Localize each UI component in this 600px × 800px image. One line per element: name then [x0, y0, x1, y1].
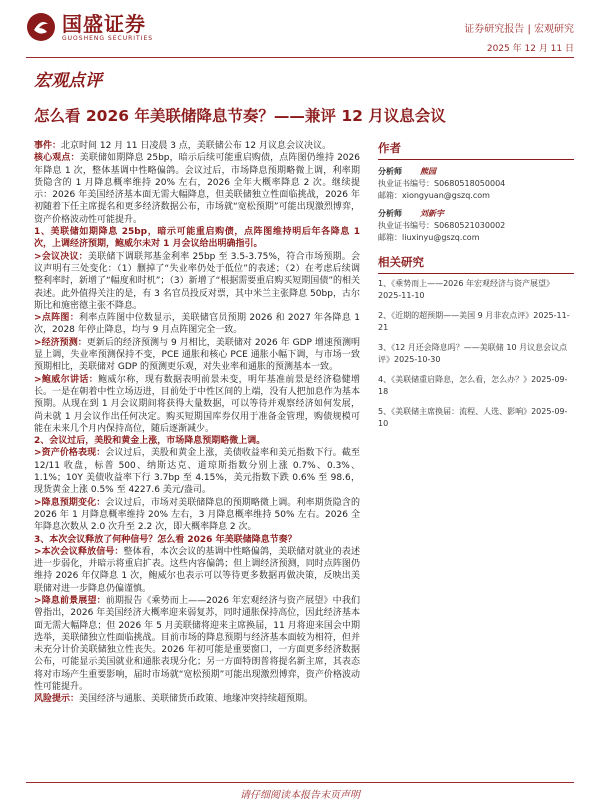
meeting-signal-paragraph: >本次会议释放信号：整体看，本次会议的基调中性略偏鸽，美联储对就业的表述进一步弱化，并暗示将重启扩表。这些内容偏鸽；但上调经济预测，同时点阵图仍维持 2026 年仅降息 1 次，鲍威尔也表示可以等待更多数据再做决策，反映出美联储对进一步降息仍偏谨慎。: [34, 546, 360, 594]
related-research-item[interactable]: 2、《近期的超预期——美国 9 月非农点评》2025-11-21: [378, 311, 570, 332]
report-tags: 证券研究报告 | 宏观研究: [464, 24, 574, 35]
report-category: 宏观点评: [34, 71, 102, 91]
report-date: 2025 年 12 月 11 日: [486, 44, 574, 54]
report-footer: [0, 774, 600, 800]
brand-logo: [26, 12, 153, 42]
logo-cn: 国盛证券: [62, 11, 146, 36]
logo-en: GUOSHENG SECURITIES: [62, 34, 154, 42]
related-research-item[interactable]: 1、《乘势而上——2026 年宏观经济与资产展望》2025-11-10: [378, 279, 554, 300]
authors-heading: 作者: [378, 140, 574, 160]
meeting-decision-paragraph: >会议决议：美联储下调联邦基金利率 25bp 至 3.5-3.75%，符合市场预期。会议声明有三处变化：（1）删掉了“失业率仍处于低位”的表述；（2）在考虑后续调整利率时，新增了“幅度和时机”；（3）新增了“根据需要重启购买短期国债”的相关表述。此外值得关注的是，有 3 名官员投反对票，其中米兰主张降息 50bp，古尔斯比和施密德主张不降息。: [34, 251, 360, 311]
economic-forecast-paragraph: >经济预测：更新后的经济预测与 9 月相比，美联储对 2026 年 GDP 增速预测明显上调，失业率预测保持不变，PCE 通胀和核心 PCE 通胀小幅下调，与市场一致预期相比，美联储对 GDP 的预测更乐观，对失业率和通胀的预测基本一致。: [34, 337, 360, 373]
related-research-heading: 相关研究: [378, 254, 574, 274]
core-view-paragraph: 核心观点：美联储如期降息 25bp，暗示后续可能重启购债，点阵图仍维持 2026 年降息 1 次，整体基调中性略偏鸽。会议过后，市场降息预期略微上调，利率期货隐含的 1 月降息概率维持 20% 左右，2026 全年大概率降息 2 次。继续提示：2026 年美国经济基本面无需大幅降息，但美联储独立性面临挑战，2026 年初随着下任主席提名和更多经济数据公布，市场就“宽松预期”可能出现激烈博弈，资产价格波动性可能提升。: [34, 153, 360, 225]
dot-plot-paragraph: >点阵图：利率点阵图中位数显示，美联储官员预期 2026 和 2027 年各降息 1 次，2028 年停止降息，均与 9 月点阵图完全一致。: [34, 313, 360, 336]
related-research-list: [378, 278, 574, 430]
section-1-heading: 1、美联储如期降息 25bp，暗示可能重启购债，点阵图维持明后年各降息 1 次，上调经济预期，鲍威尔未对 1 月会议给出明确指引。: [34, 227, 360, 250]
asset-price-paragraph: >资产价格表现：会议过后，美股和黄金上涨，美债收益率和美元指数下行。截至 12/11 收盘，标普 500、纳斯达克、道琼斯指数分别上涨 0.7%、0.3%、1.1%；10Y 美债收益率下行 3.7bp 至 4.15%，美元指数下跌 0.6% 至 98.6，现货黄金上涨 0.5% 至 4227.6 美元/盎司。: [34, 448, 360, 496]
analyst-email[interactable]: 邮箱：liuxinyu@gszq.com: [378, 233, 480, 242]
event-paragraph: 事件：北京时间 12 月 11 日凌晨 3 点，美联储公布 12 月议息会议决议。: [34, 141, 331, 151]
footer-disclaimer: 请仔细阅读本报告末页声明: [240, 790, 360, 800]
analyst-email[interactable]: 邮箱：xiongyuan@gszq.com: [378, 191, 490, 200]
report-header: [0, 0, 600, 58]
rate-outlook-paragraph: >降息前景展望：前期报告《乘势而上——2026 年宏观经济与资产展望》中我们曾指出，2026 年美国经济大概率迎来弱复苏，同时通胀保持高位，因此经济基本面无需大幅降息；但 2026 年 5 月美联储将迎来主席换届，11 月将迎来国会中期选举，美联储独立性面临挑战。目前市场的降息预期与经济基本面较为相符，但并未充分计价美联储独立性丧失。2026 年初可能是重要窗口，一方面更多经济数据公布，可能显示美国就业和通胀表现分化；另一方面特朗普将提名新主席，其表态将对市场产生重要影响，届时市场就“宽松预期”可能出现激烈博弈，资产价格波动性可能提升。: [34, 595, 360, 693]
report-title: 怎么看 2026 年美联储降息节奏？——兼评 12 月议息会议: [34, 107, 446, 125]
section-3-heading: 3、本次会议释放了何种信号？怎么看 2026 年美联储降息节奏？: [34, 534, 297, 545]
logo-mark-icon: [26, 12, 56, 42]
related-research-item[interactable]: 5、《美联储主席换届：流程、人选、影响》2025-09-10: [378, 407, 568, 428]
footer-divider: [26, 782, 574, 783]
risk-paragraph: 风险提示：美国经济与通胀、美联储货币政策、地缘冲突持续超预期。: [34, 694, 314, 705]
section-2-heading: 2、会议过后，美股和黄金上涨，市场降息预期略微上调。: [34, 436, 266, 447]
sidebar: [378, 140, 574, 438]
analyst-card: 分析师 熊园 执业证书编号：S0680518050004 邮箱：xiongyuan@gszq.com: [378, 166, 574, 202]
powell-speech-paragraph: >鲍威尔讲话：鲍威尔称，现有数据表明前景未变，明年基准前景是经济稳健增长。一是在朝着中性立场迈进，目前处于中性区间的上端，没有人把加息作为基本预期。从现在到 1 月会议期间将获得大量数据，可以等待并观察经济如何发展，尚未就 1 月会议作出任何决定。购买短期国库券仅用于准备金管理，购债规模可能在未来几个月内保持高位，随后逐渐减少。: [34, 374, 360, 434]
header-divider: [26, 57, 574, 58]
rate-expectation-paragraph: >降息预期变化：会议过后，市场对美联储降息的预期略微上调。利率期货隐含的 2026 年 1 月降息概率维持 20% 左右，3 月降息概率维持 50% 左右。2026 全年降息次数从 2.0 次升至 2.2 次，即大概率降息 2 次。: [34, 497, 360, 533]
related-research-item[interactable]: 3、《12 月还会降息吗？——美联储 10 月议息会议点评》2025-10-30: [378, 343, 568, 364]
related-research-item[interactable]: 4、《美联储重启降息，怎么看，怎么办？》2025-09-18: [378, 375, 568, 396]
main-body: [34, 140, 360, 706]
analyst-card: 分析师 刘新宇 执业证书编号：S0680521030002 邮箱：liuxinyu@gszq.com: [378, 208, 574, 244]
